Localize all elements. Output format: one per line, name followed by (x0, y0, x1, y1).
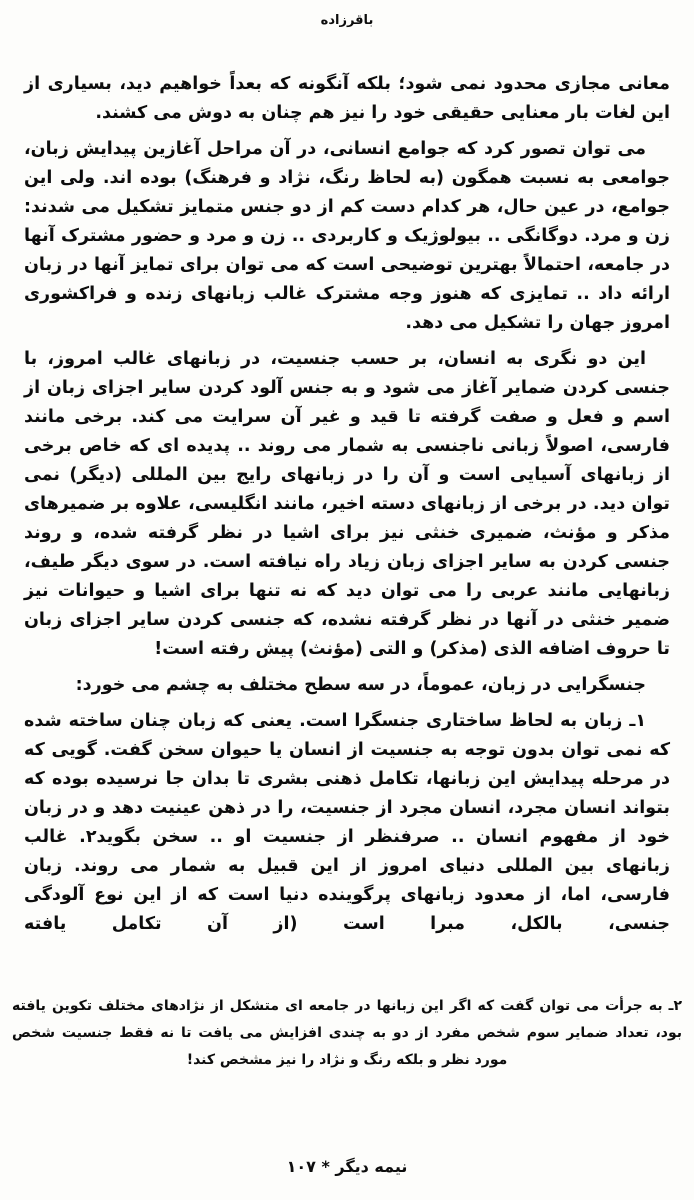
running-head-author: باقرزاده (320, 13, 374, 28)
page-footer (0, 1157, 694, 1176)
article-body (24, 70, 670, 939)
footnote-text: ۲ـ به جرأت می توان گفت که اگر این زبانها در جامعه ای متشکل از نژادهای مختلف تکوین یافته بود، تعداد ضمایر سوم شخص مفرد از دو به چندی افزایش می یافت تا نه فقط جنسیت شخص مورد نظر و بلکه رنگ و نژاد را نیز مشخص کند! (12, 998, 682, 1068)
paragraph: جنسگرایی در زبان، عموماً، در سه سطح مختلف به چشم می خورد: (75, 675, 646, 695)
paragraph: می توان تصور کرد که جوامع انسانی، در آن مراحل آغازین پیدایش زبان، جوامعی به نسبت همگون (به لحاظ رنگ، نژاد و فرهنگ) بوده اند. ولی این جوامع، در عین حال، هر کدام دست کم از دو جنس متمایز تشکیل می شدند: زن و مرد. دوگانگی .. بیولوژیک و کاربردی .. زن و مرد و حضور مشترک آنها در جامعه، احتمالاً بهترین توضیحی است که می توان برای تمایز آنها در زبان ارائه داد .. تمایزی که هنوز وجه مشترک غالب زبانهای زنده و فراکشوری امروز جهان را تشکیل می دهد. (24, 139, 670, 333)
paragraph: این دو نگری به انسان، بر حسب جنسیت، در زبانهای غالب امروز، با جنسی کردن ضمایر آغاز می شود و به جنس آلود کردن سایر اجزای زبان از اسم و فعل و صفت گرفته تا قید و غیر آن سرایت می کند. برخی مانند فارسی، اصولاً زبانی ناجنسی به شمار می روند .. پدیده ای که خاص برخی از زبانهای آسیایی است و آن را در زبانهای رایج بین المللی (دیگر) نمی توان دید. در برخی از زبانهای دسته اخیر، مانند انگلیسی، علاوه بر ضمیرهای مذکر و مؤنث، ضمیری خنثی نیز برای اشیا در نظر گرفته شده، و روند جنسی کردن به سایر اجزای زبان زیاد راه نیافته است. در سوی دیگر طیف، زبانهایی مانند عربی را می توان دید که نه تنها برای اشیا و حیوانات نیز ضمیر خنثی در آنها در نظر گرفته نشده، که جنسی کردن سایر اجزای زبان تا حروف اضافه الذی (مذکر) و التی (مؤنث) پیش رفته است! (24, 349, 670, 659)
journal-title-page-number: نیمه دیگر * ۱۰۷ (286, 1157, 408, 1176)
paragraph-continuation: معانی مجازی محدود نمی شود؛ بلکه آنگونه که بعداً خواهیم دید، بسیاری از این لغات بار معنایی حقیقی خود را نیز هم چنان به دوش می کشند. (24, 74, 670, 123)
footnote-block (12, 993, 682, 1074)
paragraph-numbered-item: ۱ـ زبان به لحاظ ساختاری جنسگرا است. یعنی که زبان چنان ساخته شده که نمی توان بدون توجه به جنسیت از انسان یا حیوان سخن گفت. گویی که در مرحله پیدایش این زبانها، تکامل ذهنی بشری تا بدان جا نرسیده بوده که بتواند انسان مجرد، انسان مجرد از جنسیت، را در ذهن عینیت دهد و در زبان خود از مفهوم انسان .. صرفنظر از جنسیت او .. سخن بگوید۲. غالب زبانهای بین المللی دنیای امروز از این قبیل به شمار می روند. زبان فارسی، اما، از معدود زبانهای پرگوینده دنیا است که از این نوع آلودگی جنسی، بالکل، مبرا است (از آن تکامل یافته (24, 711, 670, 934)
